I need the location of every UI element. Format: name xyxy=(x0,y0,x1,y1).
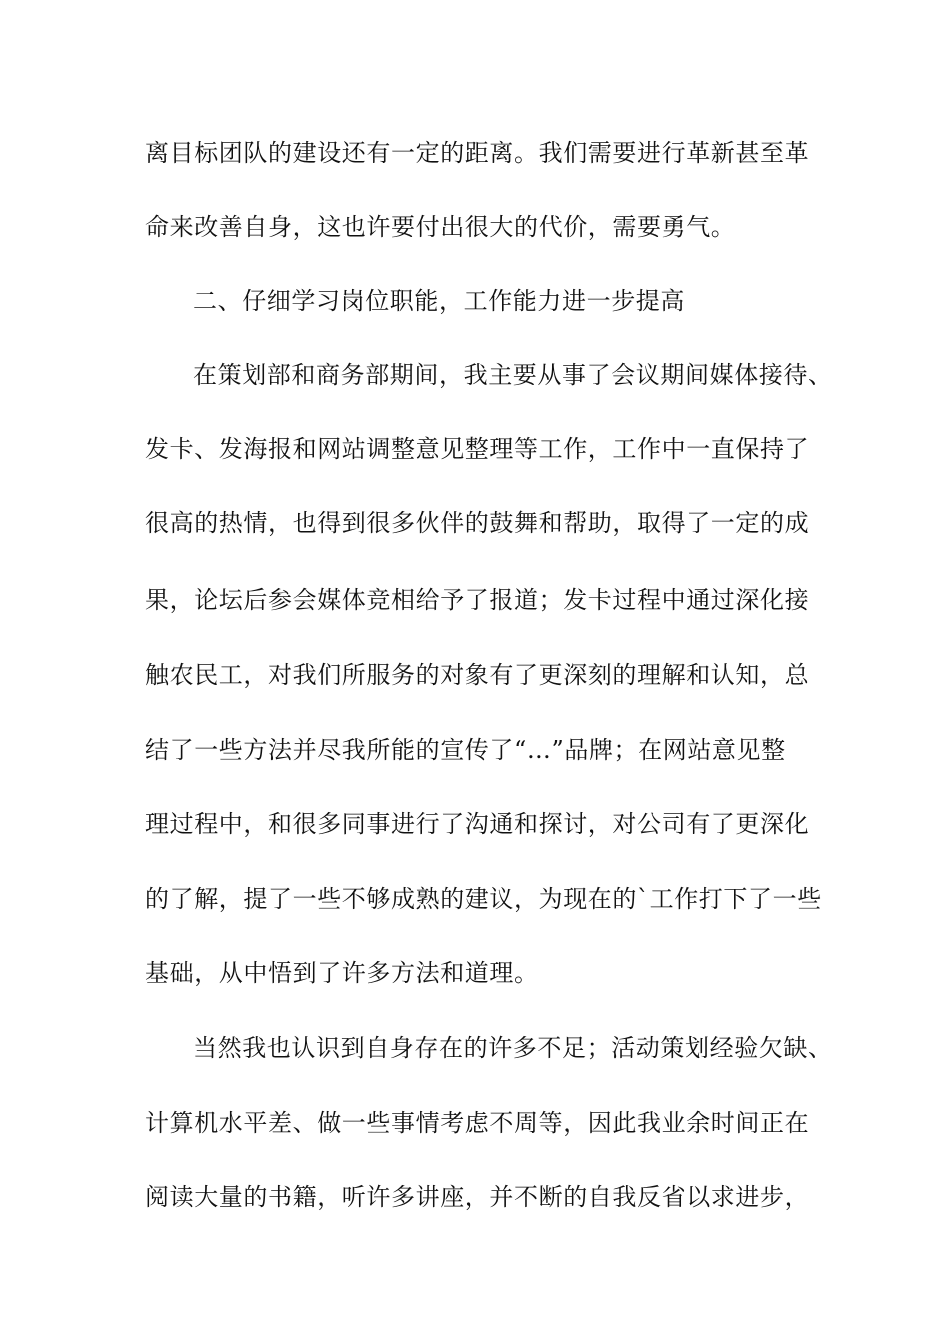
paragraph-first-line: 在策划部和商务部期间，我主要从事了会议期间媒体接待、 xyxy=(193,361,833,389)
section-heading: 二、仔细学习岗位职能，工作能力进一步提高 xyxy=(193,287,685,315)
paragraph-line: 很高的热情，也得到很多伙伴的鼓舞和帮助，取得了一定的成 xyxy=(145,509,810,537)
paragraph-line: 发卡、发海报和网站调整意见整理等工作，工作中一直保持了 xyxy=(145,435,810,463)
paragraph-line: 果，论坛后参会媒体竞相给予了报道；发卡过程中通过深化接 xyxy=(145,586,810,614)
paragraph-line: 结了一些方法并尽我所能的宣传了“…”品牌；在网站意见整 xyxy=(145,736,786,764)
paragraph-line: 基础，从中悟到了许多方法和道理。 xyxy=(145,959,539,987)
paragraph-line: 命来改善自身，这也许要付出很大的代价，需要勇气。 xyxy=(145,213,736,241)
paragraph-line: 阅读大量的书籍，听许多讲座，并不断的自我反省以求进步， xyxy=(145,1183,810,1211)
paragraph-first-line: 当然我也认识到自身存在的许多不足；活动策划经验欠缺、 xyxy=(193,1034,833,1062)
paragraph-line: 理过程中，和很多同事进行了沟通和探讨，对公司有了更深化 xyxy=(145,810,810,838)
paragraph-line: 触农民工，对我们所服务的对象有了更深刻的理解和认知，总 xyxy=(145,661,810,689)
paragraph-line: 的了解，提了一些不够成熟的建议，为现在的`工作打下了一些 xyxy=(145,885,822,913)
paragraph-line: 计算机水平差、做一些事情考虑不周等，因此我业余时间正在 xyxy=(145,1109,810,1137)
paragraph-line: 离目标团队的建设还有一定的距离。我们需要进行革新甚至革 xyxy=(145,139,810,167)
